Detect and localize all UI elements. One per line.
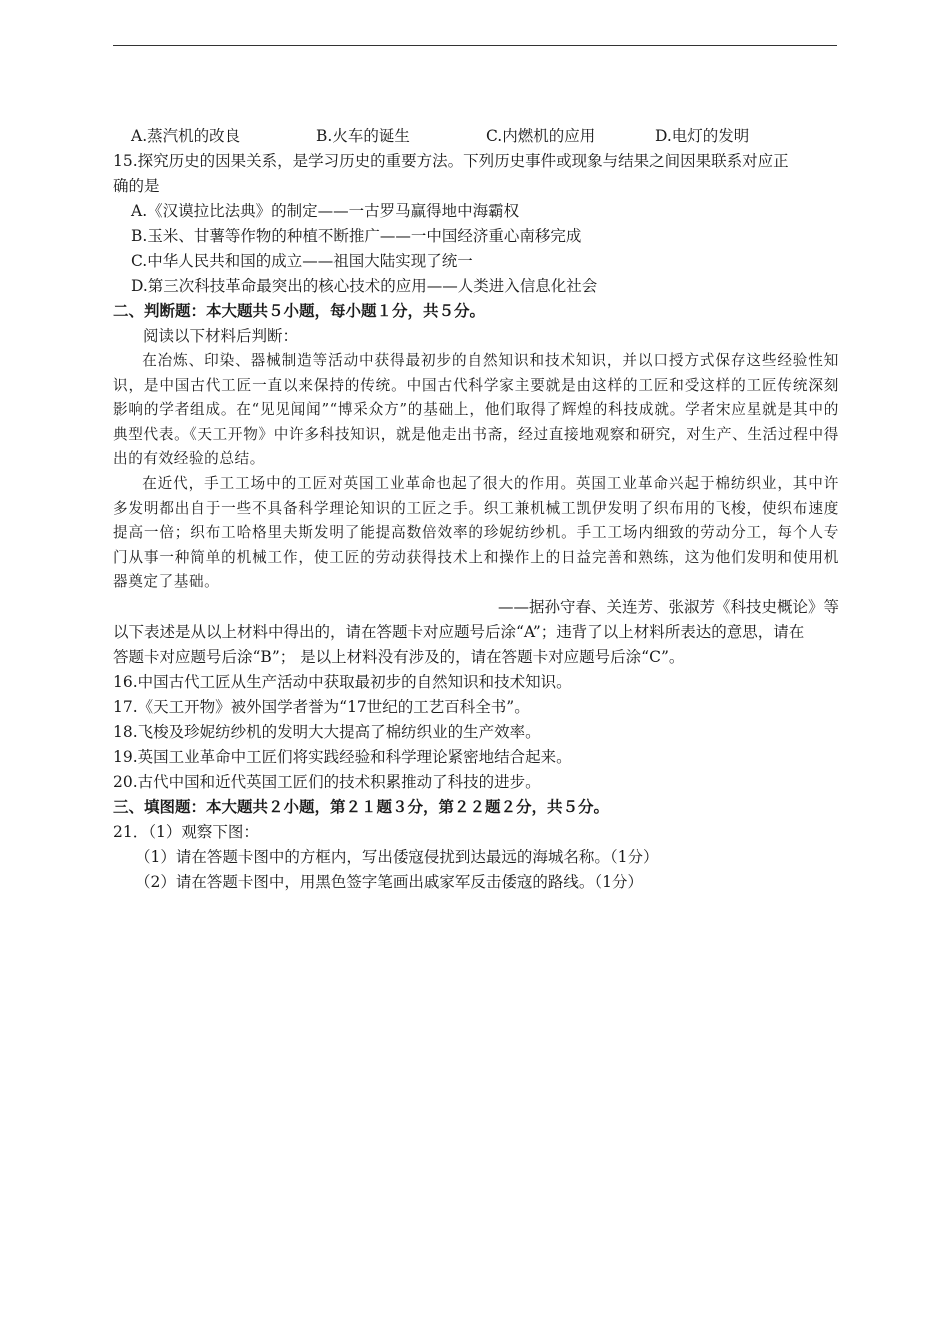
statement-19: 19.英国工业革命中工匠们将实践经验和科学理论紧密地结合起来。 [113, 747, 572, 766]
statement-17: 17.《天工开物》被外国学者誉为“17世纪的工艺百科全书”。 [113, 697, 530, 716]
q15-option-a: A.《汉谟拉比法典》的制定——一古罗马赢得地中海霸权 [131, 202, 520, 220]
q21-item-1: （1）请在答题卡图中的方框内，写出倭寇侵扰到达最远的海城名称。（1分） [135, 847, 659, 866]
header-rule [113, 45, 837, 46]
q21-item-2: （2）请在答题卡图中，用黑色签字笔画出戚家军反击倭寇的路线。（1分） [135, 872, 643, 891]
q15-option-d: D.第三次科技革命最突出的核心技术的应用——人类进入信息化社会 [131, 277, 598, 295]
q14-options [113, 124, 839, 149]
section3-title: 三、填图题：本大题共２小题，第２１题３分，第２２题２分，共５分。 [113, 797, 610, 816]
section2-intro: 阅读以下材料后判断： [143, 327, 299, 345]
statement-16: 16.中国古代工匠从生产活动中获取最初步的自然知识和技术知识。 [113, 672, 572, 691]
q14-option-c: C.内燃机的应用 [486, 127, 596, 145]
q15-stem-line1: 15.探究历史的因果关系，是学习历史的重要方法。下列历史事件或现象与结果之间因果联系对应正 [113, 152, 789, 170]
exam-content [113, 124, 839, 895]
judgement-instruction: 以下表述是从以上材料中得出的，请在答题卡对应题号后涂“A”；违背了以上材料所表达的意思，请在答题卡对应题号后涂“B”； 是以上材料没有涉及的，请在答题卡对应题号后涂“C”。 [113, 622, 805, 666]
material-paragraph-1: 在冶炼、印染、器械制造等活动中获得最初步的自然知识和技术知识，并以口授方式保存这些经验性知识，是中国古代工匠一直以来保持的传统。中国古代科学家主要就是由这样的工匠和受这样的工匠传统深刻影响的学者组成。在“见见闻闻”“博采众方”的基础上，他们取得了辉煌的科技成就。学者宋应星就是其中的典型代表。《天工开物》中许多科技知识，就是他走出书斋，经过直接地观察和研究，对生产、生活过程中得出的有效经验的总结。 [113, 352, 839, 468]
q14-option-d: D.电灯的发明 [655, 127, 750, 145]
section2-title: 二、判断题：本大题共５小题，每小题１分，共５分。 [113, 302, 486, 320]
q14-option-b: B.火车的诞生 [316, 127, 410, 145]
material-source: ——据孙守春、关连芳、张淑芳《科技史概论》等 [497, 597, 839, 616]
statement-20: 20.古代中国和近代英国工匠们的技术积累推动了科技的进步。 [113, 772, 541, 791]
q15-option-c: C.中华人民共和国的成立——祖国大陆实现了统一 [131, 252, 473, 270]
q21-stem: 21．（1）观察下图： [113, 822, 259, 841]
material-paragraph-2: 在近代，手工工场中的工匠对英国工业革命也起了很大的作用。英国工业革命兴起于棉纺织业，其中许多发明都出自于一些不具备科学理论知识的工匠之手。织工兼机械工凯伊发明了织布用的飞梭，使织布速度提高一倍；织布工哈格里夫斯发明了能提高数倍效率的珍妮纺纱机。手工工场内细致的劳动分工，每个人专门从事一种简单的机械工作，使工匠的劳动获得技术上和操作上的日益完善和熟练，这为他们发明和使用机器奠定了基础。 [113, 474, 839, 591]
q15-option-b: B.玉米、甘薯等作物的种植不断推广——一中国经济重心南移完成 [131, 227, 582, 245]
q14-option-a: A.蒸汽机的改良 [131, 127, 241, 145]
statement-18: 18.飞梭及珍妮纺纱机的发明大大提高了棉纺织业的生产效率。 [113, 722, 541, 741]
q15-stem-line2: 确的是 [113, 177, 160, 195]
